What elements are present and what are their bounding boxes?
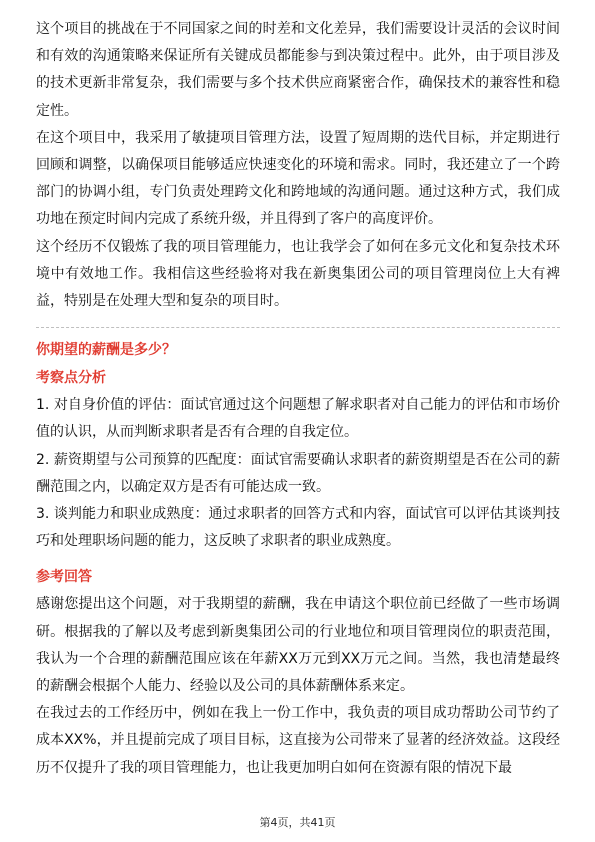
- answer-section: [36, 591, 560, 781]
- question-heading: 你期望的薪酬是多少？: [36, 342, 176, 359]
- section-divider: [36, 327, 560, 328]
- answer-paragraph: 感谢您提出这个问题，对于我期望的薪酬，我在申请这个职位前已经做了一些市场调研。根据我的了解以及考虑到新奥集团公司的行业地位和项目管理岗位的职责范围，我认为一个合理的薪酬范围应该在年薪XX万元到XX万元之间。当然，我也清楚最终的薪酬会根据个人能力、经验以及公司的具体薪酬体系来定。: [36, 596, 560, 695]
- document-body: [36, 16, 560, 782]
- analysis-heading: 考察点分析: [36, 370, 106, 387]
- intro-paragraph: 在这个项目中，我采用了敏捷项目管理方法，设置了短周期的迭代目标，并定期进行回顾和调整，以确保项目能够适应快速变化的环境和需求。同时，我还建立了一个跨部门的协调小组，专门负责处理跨文化和跨地域的沟通问题。通过这种方式，我们成功地在预定时间内完成了系统升级，并且得到了客户的高度评价。: [36, 129, 560, 228]
- analysis-point: 2. 薪资期望与公司预算的匹配度：面试官需要确认求职者的薪资期望是否在公司的薪酬范围之内，以确定双方是否有可能达成一致。: [36, 451, 560, 495]
- analysis-list: [36, 392, 560, 555]
- intro-paragraph: 这个经历不仅锻炼了我的项目管理能力，也让我学会了如何在多元文化和复杂技术环境中有效地工作。我相信这些经验将对我在新奥集团公司的项目管理岗位上大有裨益，特别是在处理大型和复杂的项目时。: [36, 238, 560, 310]
- answer-paragraph: 在我过去的工作经历中，例如在我上一份工作中，我负责的项目成功帮助公司节约了成本XX%，并且提前完成了项目目标，这直接为公司带来了显著的经济效益。这段经历不仅提升了我的项目管理能力，也让我更加明白如何在资源有限的情况下最: [36, 705, 560, 776]
- intro-section: [36, 16, 560, 315]
- spacer: [36, 555, 560, 565]
- intro-paragraph: 这个项目的挑战在于不同国家之间的时差和文化差异，我们需要设计灵活的会议时间和有效的沟通策略来保证所有关键成员都能参与到决策过程中。此外，由于项目涉及的技术更新非常复杂，我们需要与多个技术供应商紧密合作，确保技术的兼容性和稳定性。: [36, 21, 560, 119]
- page-number: 第4页，共41页: [259, 816, 336, 829]
- analysis-point: 3. 谈判能力和职业成熟度：通过求职者的回答方式和内容，面试官可以评估其谈判技巧和处理职场问题的能力，这反映了求职者的职业成熟度。: [36, 506, 560, 550]
- analysis-point: 1. 对自身价值的评估：面试官通过这个问题想了解求职者对自己能力的评估和市场价值的认识，从而判断求职者是否有合理的自我定位。: [36, 397, 560, 441]
- answer-heading: 参考回答: [36, 569, 92, 586]
